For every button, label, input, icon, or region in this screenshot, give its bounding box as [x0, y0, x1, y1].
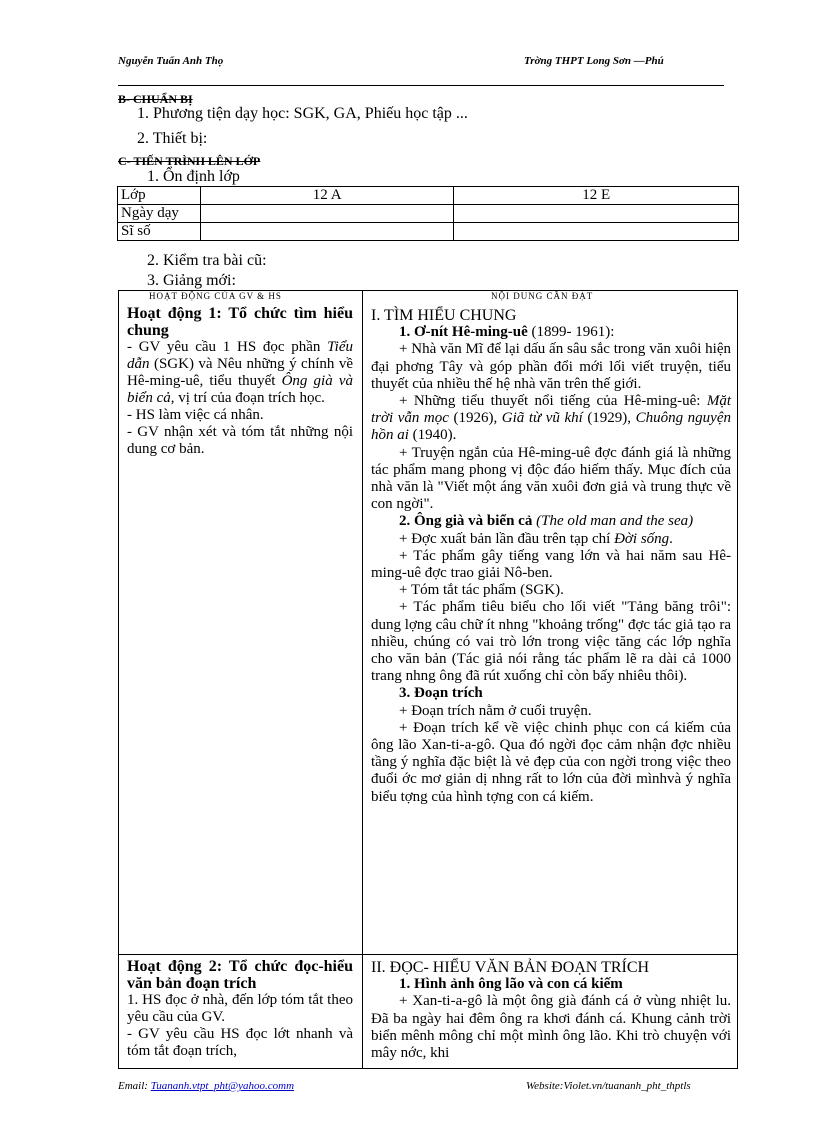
activity-1-step-1: - GV yêu cầu 1 HS đọc phần Tiểu dẫn (SGK) và Nêu những ý chính về Hê-ming-uê, tiểu thuyết Ông già và biển cả, vị trí của đoạn trích học. [127, 339, 353, 406]
content-paragraph: + Tác phẩm gây tiếng vang lớn và hai năm sau Hê-ming-uê đợc trao giải Nô-ben. [371, 547, 731, 582]
subsection-heading: 1. Hình ảnh ông lão và con cá kiếm [399, 976, 623, 993]
email-link[interactable]: Tuananh.vtpt_pht@yahoo.comm [150, 1080, 295, 1092]
content-paragraph: + Tóm tắt tác phẩm (SGK). [399, 582, 564, 599]
column-header-content: NỘI DUNG CẦN ĐẠT [491, 291, 594, 301]
footer-email: Email: Tuananh.vtpt_pht@yahoo.comm [118, 1080, 295, 1092]
excerpt-heading: 3. Đoạn trích [399, 685, 483, 702]
column-divider [362, 291, 363, 1068]
table-cell: 12 A [200, 187, 454, 205]
content-paragraph: + Nhà văn Mĩ để lại dấu ấn sâu sắc trong văn xuôi hiện đại phơng Tây và góp phần đổi mới lối viết truyện, tiểu thuyết của nhiều thế hệ nhà văn trên thế giới. [371, 341, 731, 392]
row-divider [119, 954, 737, 955]
table-cell: 12 E [454, 187, 739, 205]
table-cell: Ngày dạy [118, 205, 201, 223]
table-row [118, 187, 739, 205]
prep-item-2: 2. Thiết bị: [137, 130, 208, 147]
work-heading: 2. Ông già và biển cả (The old man and the sea) [399, 513, 694, 530]
content-paragraph: + Tác phẩm tiêu biểu cho lối viết "Tảng băng trôi": dung lợng câu chữ ít nhng "khoảng trống" đợc tác giả tạo ra nhiều, chúng có vai trò lớn trong việc tăng các lớp nghĩa cho văn bản (Tác giả nói rằng tác phẩm lẽ ra dài cả 1000 trang nhng ông đã rút xuống chỉ còn bấy nhiêu thôi). [371, 599, 731, 685]
table-cell [200, 223, 454, 241]
process-item-2: 2. Kiểm tra bài cũ: [147, 252, 267, 269]
section-1-heading: I. TÌM HIỂU CHUNG [371, 307, 517, 324]
website-link[interactable]: Violet.vn/tuananh_pht_thptls [563, 1080, 691, 1092]
content-paragraph: + Đoạn trích nằm ở cuối truyện. [399, 702, 592, 719]
header-author: Nguyễn Tuấn Anh Thọ [118, 55, 224, 67]
activity-1-title: Hoạt động 1: Tổ chức tìm hiểu chung [127, 305, 353, 339]
table-cell [454, 205, 739, 223]
content-section-2 [371, 959, 731, 1062]
table-row [118, 205, 739, 223]
activity-2-title: Hoạt động 2: Tổ chức đọc-hiểu văn bản đoạn trích [127, 958, 353, 992]
table-row [118, 223, 739, 241]
activity-1-step-3: - GV nhận xét và tóm tắt những nội dung cơ bản. [127, 424, 353, 457]
content-paragraph: + Đợc xuất bản lần đầu trên tạp chí Đời sống. [399, 530, 673, 547]
table-cell: Sĩ số [118, 223, 201, 241]
table-cell: Lớp [118, 187, 201, 205]
table-cell [454, 223, 739, 241]
activity-1 [127, 305, 353, 458]
content-paragraph: + Đoạn trích kể về việc chinh phục con cá kiếm của ông lão Xan-ti-a-gô. Qua đó ngời đọc cảm nhận đợc nhiều tầng ý nghĩa đặc biệt là vẻ đẹp của con ngời trong việc theo đuổi ớc mơ giản dị nhng rất to lớn của đời mìnhvà ý nghĩa biểu tợng của hình tợng con cá kiếm. [371, 719, 731, 805]
activity-2-step-1: 1. HS đọc ở nhà, đến lớp tóm tắt theo yêu cầu của GV. [127, 992, 353, 1025]
lesson-table [118, 290, 738, 1069]
content-paragraph: + Xan-ti-a-gô là một ông già đánh cá ở vùng nhiệt lu. Đã ba ngày hai đêm ông ra khơi đánh cá. Khung cảnh trời biển mênh mông chỉ một mình ông lão. Khi trò chuyện với mây nớc, khi [371, 993, 731, 1062]
content-paragraph: + Những tiểu thuyết nổi tiếng của Hê-ming-uê: Mặt trời vẫn mọc (1926), Giã từ vũ khí (1929), Chuông nguyện hồn ai (1940). [371, 393, 731, 444]
activity-2 [127, 958, 353, 1060]
author-heading: 1. Ơ-nít Hê-ming-uê (1899- 1961): [399, 324, 615, 341]
content-section-1 [371, 307, 731, 806]
class-table [117, 186, 739, 241]
activity-2-step-2: - GV yêu cầu HS đọc lớt nhanh và tóm tắt đoạn trích, [127, 1026, 353, 1059]
header-school: Trờng THPT Long Sơn —Phú [524, 55, 664, 67]
prep-item-1: 1. Phương tiện dạy học: SGK, GA, Phiếu học tập ... [137, 105, 468, 122]
content-paragraph: + Truyện ngắn của Hê-ming-uê đợc đánh giá là những tác phẩm mang phong vị độc đáo hiếm thấy. Mục đích của nhà văn là "Viết một áng văn xuôi đơn giả và trung thực về con ngời". [371, 444, 731, 513]
section-c-heading: C- TIẾN TRÌNH LÊN LỚP [118, 154, 261, 168]
header-divider [118, 85, 724, 86]
process-item-3: 3. Giảng mới: [147, 272, 236, 289]
column-header-activities: HOẠT ĐỘNG CỦA GV & HS [149, 291, 282, 301]
activity-1-step-2: - HS làm việc cá nhân. [127, 407, 264, 423]
process-item-1: 1. Ổn định lớp [147, 168, 240, 185]
section-2-heading: II. ĐỌC- HIỂU VĂN BẢN ĐOẠN TRÍCH [371, 959, 650, 976]
footer-website: Website:Violet.vn/tuananh_pht_thptls [526, 1080, 691, 1092]
table-cell [200, 205, 454, 223]
section-b-heading: B- CHUẨN BỊ [118, 92, 193, 106]
